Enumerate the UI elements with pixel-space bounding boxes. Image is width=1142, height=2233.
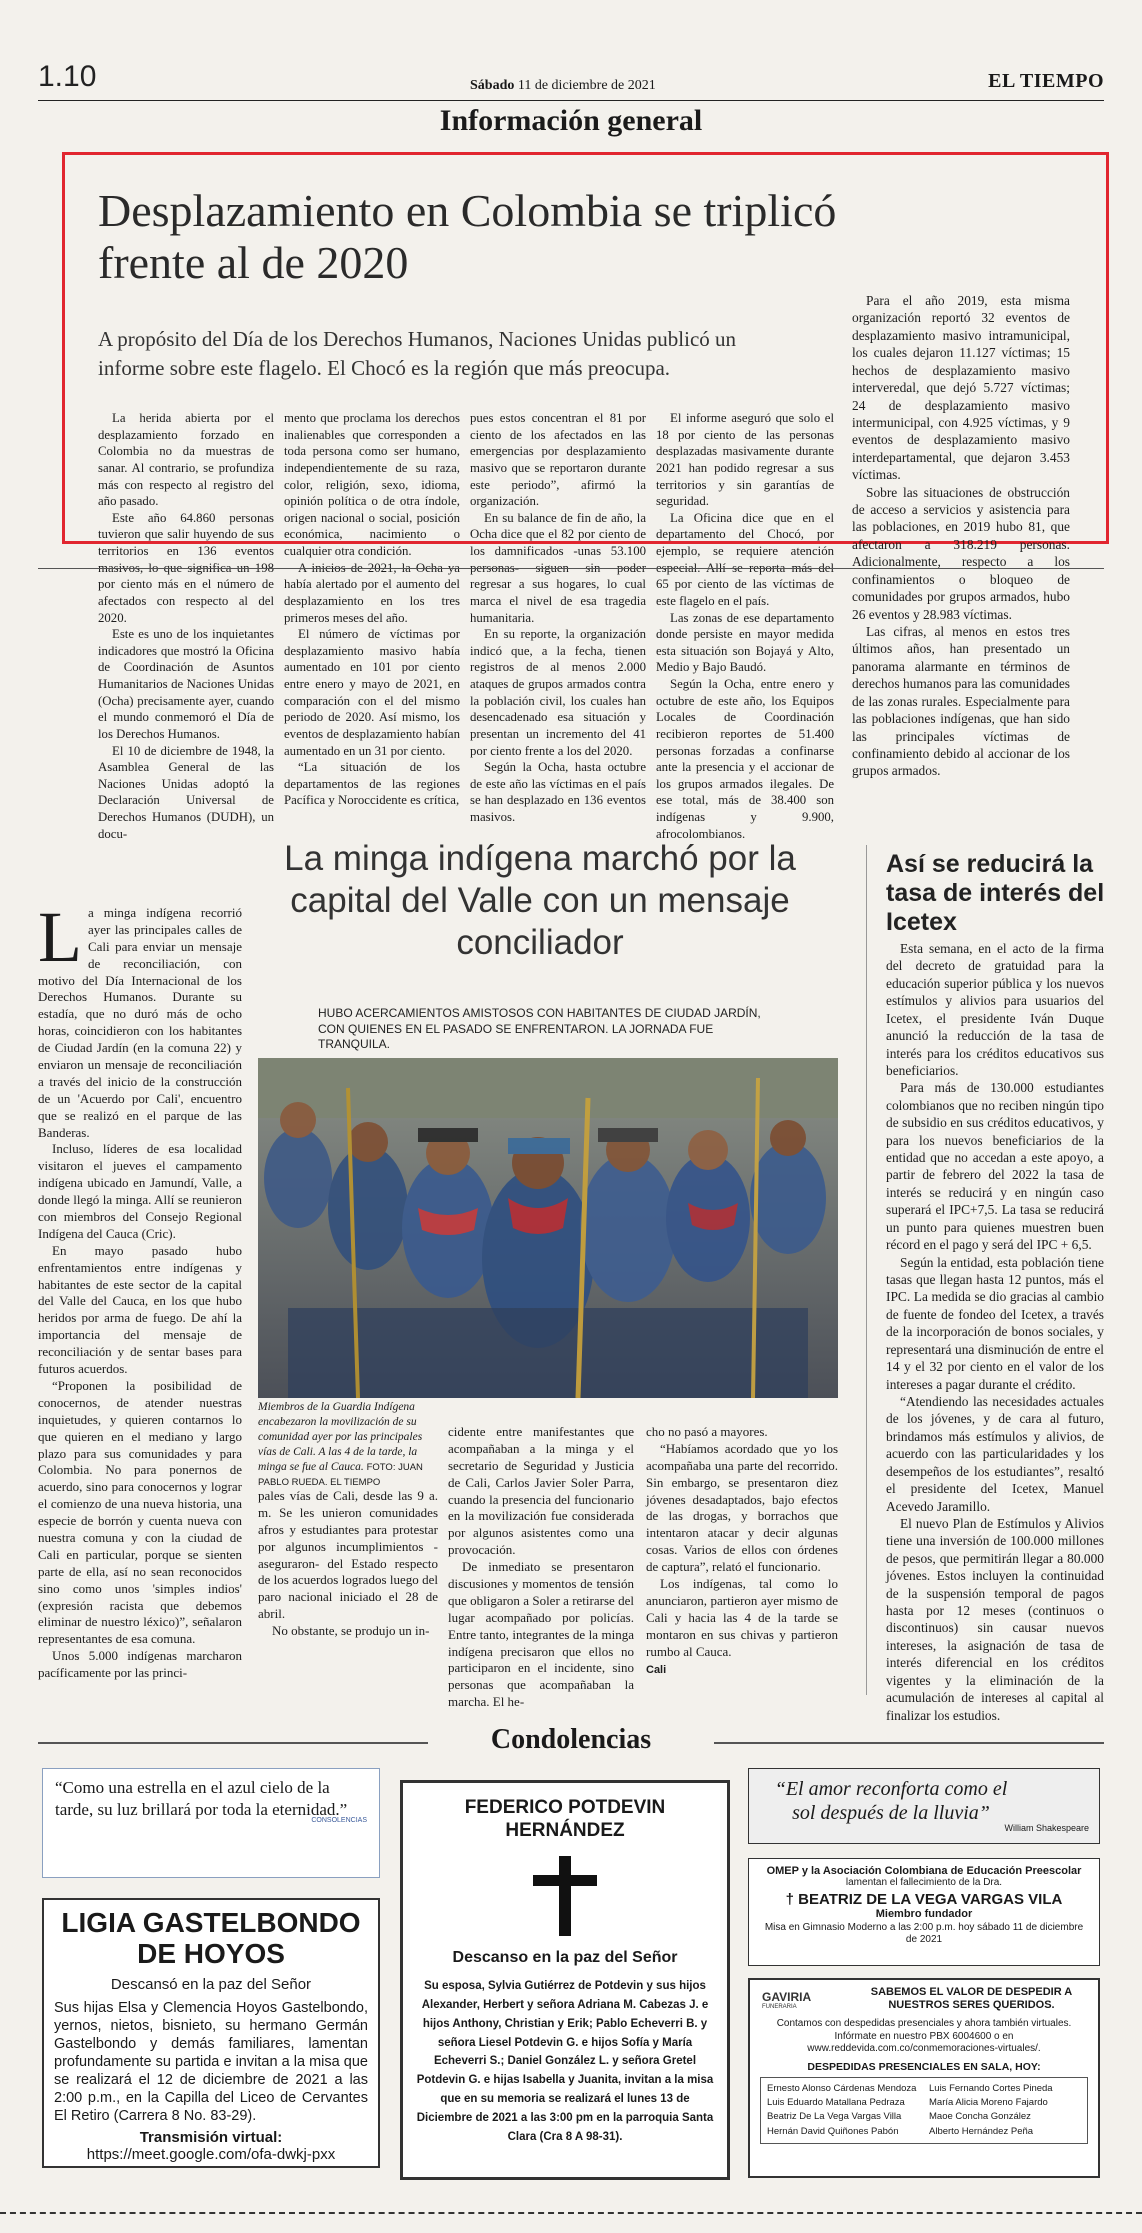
list-item: María Alicia Moreno Fajardo [929,2097,1048,2109]
notice-body: Sus hijas Elsa y Clemencia Hoyos Gastelbondo, yernos, nietos, bisnieto, su hermano Germán Gastelbondo y demás familiares, lamentan profundamente su partida e invitan a la misa que se realizará el 12 de diciembre de 2021 a las 2:00 p.m., en la Capilla del Liceo de Cervantes El Retiro (Carrera 8 No. 83-29). [54,1999,368,2125]
paragraph: “Atendiendo las necesidades actuales de los jóvenes, y de cara al futuro, brindamos más estímulos y alivios, de acuerdo con las particularidades y los desempeños de los estudiantes”, resaltó el presidente del Icetex, Manuel Acevedo Jaramillo. [886,1393,1104,1514]
ligia-notice [42,1898,380,2168]
paragraph: Esta semana, en el acto de la firma del decreto de gratuidad para la educación superior pública y los nuevos estímulos y alivios para usuarios del Icetex, el presidente Iván Duque anunció la reducción de la tasa de interés para los créditos educativos sus beneficiarios. [886,941,1104,1078]
date: 11 de diciembre de 2021 [517,78,656,93]
paragraph: En mayo pasado hubo enfrentamientos entre indígenas y habitantes de este sector de la capital del Valle del Cauca, en los que hubo heridos por arma de fuego. De ahí la importancia del mensaje de reconciliación y de sentar bases para futuros acuerdos. [38,1242,242,1377]
day: Sábado [470,78,515,93]
paragraph: Para más de 130.000 estudiantes colombianos que no reciben ningún tipo de subsidio en sus créditos educativos, y para los nuevos beneficiarios de la entidad que no accedan a este apoyo, a partir de febrero del 2022 la tasa de interés se reducirá y en ningún caso superará el IPC+7,5. La tasa se reducirá un punto para quienes muestren buen récord en el pago y será del IPC + 6,5. [886,1080,1104,1253]
masthead: EL TIEMPO [988,70,1104,92]
icetex-headline: Así se reducirá la tasa de interés del Icetex [886,850,1105,936]
quote-text: “Como una estrella en el azul cielo de la tarde, su luz brillará por toda la eternidad.” [55,1778,348,1820]
quote-sender: CONSOLENCIAS [311,1817,367,1824]
omep-lament: lamentan el fallecimiento de la Dra. [845,1877,1003,1888]
condolencias-title: Condolencias [490,1724,652,1755]
list-item: Hernán David Quiñones Pabón [767,2125,899,2137]
quote-author: William Shakespeare [1004,1823,1089,1833]
gaviria-notice [748,1978,1100,2178]
paragraph: Según la entidad, esta población tiene tasas que llegan hasta 12 puntos, más el IPC. La medida se dio gracias al cambio de fuente de fondeo del Icetex, a través de la incorporación de bonos sociales, y representará una disminución de entre el 14 y el 32 por ciento en el valor de los intereses a pagar durante el crédito. [886,1254,1104,1392]
list-item: Luis Eduardo Matallana Pedraza [767,2097,905,2109]
caption-text: Miembros de la Guardia Indígena encabezaron la movilización de su comunidad ayer por las principales vías de Cali. A las 4 de la tarde, la minga se fue al Cauca. [258,1401,423,1473]
paragraph: “Habíamos acordado que yo los acompañaba una parte del recorrido. Sin embargo, se presentaron diez jóvenes desadaptados, bajo efectos de las drogas, y borrachos que intentaron atacar y decir algunas cosas. Varios de ellos con órdenes de captura”, relató el funcionario. [646,1440,838,1575]
rest-line: Descanso en la paz del Señor [452,1948,678,1966]
paragraph: pues estos concentran el 81 por ciento de los afectados en las emergencias por desplazamiento masivo que se reportaron durante este periodo”, afirmó la organización. [470,411,646,509]
minga-photo [258,1058,838,1398]
paragraph: Unos 5.000 indígenas marcharon pacíficamente por las princi- [38,1648,242,1681]
names-right [929,2082,1081,2139]
logo-text: GAVIRIA [762,1990,812,2004]
paragraph: Según la Ocha, hasta octubre de este año las víctimas en el país se han desplazado en 136 eventos masivos. [470,760,646,824]
federico-notice [400,1780,730,2180]
header-rule [38,100,1104,101]
dateline [470,78,656,94]
column-divider [866,845,867,1695]
mass-info: Misa en Gimnasio Moderno a las 2:00 p.m. hoy sábado 11 de diciembre de 2021 [764,1922,1084,1945]
lead-column-4 [656,410,834,842]
stream-label: Transmisión virtual: [139,2129,283,2147]
quote-text: “El amor reconforta como el sol después de la lluvia” [774,1778,1008,1824]
names-table [760,2077,1088,2144]
list-item: Alberto Hernández Peña [929,2125,1034,2137]
paragraph: Según la Ocha, entre enero y octubre de este año, los Equipos Locales de Coordinación recibieron reportes de 51.400 personas forzadas a confinarse ante la presencia y el accionar de los grupos armados ilegales. De ese total, más de 38.400 son indígenas y 9.900, afrocolombianos. [656,677,834,841]
page-number: 1.10 [38,60,97,93]
gaviria-info[interactable]: Contamos con despedidas presenciales y ahora también virtuales. Infórmate en nuestro PBX 6004600 o en www.reddevida.com.co/conmemoraciones-virtuales/. [776,2018,1072,2055]
paragraph: Este año 64.860 personas tuvieron que salir huyendo de sus territorios en 136 eventos masivos, lo que significa un 198 por ciento más en el número de afectados con respecto al del 2020. [98,510,274,625]
paragraph: El nuevo Plan de Estímulos y Alivios tiene una inversión de 100.000 millones de pesos, que permitirán llegar a 80.000 jóvenes. Estos incluyen la continuidad de la suspensión temporal de pagos hasta por 12 meses (continuos o discontinuos) sin causar nuevos intereses, la asignación de tasa de interés diferencial en los créditos vigentes y la eliminación de la acumulación de intereses al capital al finalizar los estudios. [886,1515,1104,1723]
gaviria-headline: SABEMOS EL VALOR DE DESPEDIR A NUESTROS SERES QUERIDOS. [870,1986,1073,2012]
list-item: Beatriz De La Vega Vargas Villa [767,2111,902,2123]
rest-line: Descansó en la paz del Señor [110,1975,312,1993]
list-item: Luis Fernando Cortes Pineda [929,2082,1053,2094]
omep-header: OMEP y la Asociación Colombiana de Educación Preescolar [766,1865,1082,1877]
cut-line [0,2212,1142,2214]
section-divider [38,568,1104,569]
photo-credit: FOTO: JUAN PABLO RUEDA. EL TIEMPO [258,1461,423,1488]
paragraph: mento que proclama los derechos inalienables que corresponden a toda persona como ser humano, independientemente de su raza, color, religión, sexo, idioma, opinión política o de otra índole, origen nacional o social, posición económica, nacimiento o cualquier otra condición. [284,411,460,558]
paragraph: El número de víctimas por desplazamiento masivo había aumentado en 101 por ciento entre enero y mayo de 2021, en comparación con el del mismo periodo de 2020. Así mismo, los eventos de desplazamiento habían aumentado en un 31 por ciento. [284,627,460,758]
lead-headline: Desplazamiento en Colombia se triplicó frente al de 2020 [98,185,837,288]
minga-column-b [448,1424,634,1711]
paragraph: No obstante, se produjo un in- [272,1623,430,1639]
icetex-column [886,940,1104,1724]
paragraph: De inmediato se presentaron discusiones y momentos de tensión que obligaron a Soler a retirarse del lugar acompañado por policías. Entre tanto, integrantes de la minga indígena precisaron que ellos no participaron en el incidente, sino personas que acompañaban la marcha. El he- [448,1559,634,1710]
deceased-name: BEATRIZ DE LA VEGA VARGAS VILA [798,1891,1063,1908]
paragraph: Las zonas de ese departamento donde persiste en mayor medida esta situación son Bojayá y Alto, Medio y Bajo Baudó. [656,610,834,675]
dateline-city: Cali [646,1664,667,1677]
minga-subheading: HUBO ACERCAMIENTOS AMISTOSOS CON HABITANTES DE CIUDAD JARDÍN, CON QUIENES EN EL PASADO SE ENFRENTARON. LA JORNADA FUE TRANQUILA. [318,1006,761,1052]
paragraph: Para el año 2019, esta misma organización reportó 32 eventos de desplazamiento masivo intramunicipal, los cuales dejaron 11.127 víctimas; 15 hechos de desplazamiento masivo interveredal, que dejó 5.727 víctimas; 24 de desplazamiento masivo intermunicipal, con 4.925 víctimas, y 9 eventos de desplazamiento masivo interdepartamental, que dejaron 3.453 víctimas. [852,293,1070,483]
paragraph: Las cifras, al menos en estos tres últimos años, han presentado un panorama alarmante en términos de derechos humanos para las comunidades de las zonas rurales. Especialmente para las poblaciones indígenas, que han sido las principales víctimas de confinamiento debido al accionar de los grupos armados. [852,624,1070,779]
paragraph: Incluso, líderes de esa localidad visitaron el jueves el campamento indígena ubicado en Jamundí, Valle, a donde llegó la minga. Allí se reunieron con miembros del Consejo Regional Indígena del Cauca (Cric). [38,1141,242,1241]
lead-column-1 [98,410,274,842]
crowd-photo-illustration [258,1058,838,1398]
list-title: DESPEDIDAS PRESENCIALES EN SALA, HOY: [807,2060,1041,2073]
paragraph: En su balance de fin de año, la Ocha dice que el 82 por ciento de los damnificados -unas 53.100 personas- siguen sin poder regresar a sus hogares, lo cual marca el nivel de esa tragedia humanitaria. [470,510,646,625]
lead-lede: A propósito del Día de los Derechos Humanos, Naciones Unidas publicó un informe sobre este flagelo. El Chocó es la región que más preocupa. [98,327,737,380]
paragraph: En su reporte, la organización indicó que, a la fecha, tienen registros de al menos 2.000 ataques de grupos armados contra la población civil, los cuales han desencadenado esa situación y presentan un incremento del 41 por ciento frente a los del 2020. [470,627,646,758]
list-item: Ernesto Alonso Cárdenas Mendoza [767,2082,917,2094]
paragraph: cidente entre manifestantes que acompañaban a la minga y el secretario de Seguridad y Justicia de Cali, Carlos Javier Soler Parra, cuando la presencia del funcionario en la movilización fue considerada por algunos asistentes como una provocación. [448,1424,634,1558]
role: Miembro fundador [875,1908,973,1920]
minga-column-a [258,1488,438,1640]
deceased-name: FEDERICO POTDEVIN HERNÁNDEZ [464,1797,666,1841]
minga-column-c [646,1424,838,1676]
paragraph: cho no pasó a mayores. [646,1424,768,1439]
paragraph: Sobre las situaciones de obstrucción de acceso a servicios y asistencia para las poblaciones, en 2019 hubo 81, que afectaron a 318.219 personas. Adicionalmente, respecto a los confinamientos o bloqueo de comunidades por grupos armados, hubo 26 eventos y 28.983 víctimas. [852,484,1070,622]
paragraph: Los indígenas, tal como lo anunciaron, partieron ayer mismo de Cali y hacia las 4 de la tarde se montaron en sus chivas y partieron rumbo al Cauca. [646,1576,838,1659]
paragraph: El 10 de diciembre de 1948, la Asamblea General de las Naciones Unidas adoptó la Declaración Universal de Derechos Humanos (DUDH), un docu- [98,743,274,841]
paragraph: La Oficina dice que en el departamento del Chocó, por ejemplo, se requiere atención especial. Allí se reporta más del 65 por ciento de las víctimas de este flagelo en el país. [656,510,834,608]
lead-column-5 [852,292,1070,780]
list-item: Maoe Concha González [929,2111,1031,2123]
paragraph: Este es uno de los inquietantes indicadores que mostró la Oficina de Coordinación de Asuntos Humanitarios de Naciones Unidas (Ocha) precisamente ayer, cuando el mundo conmemoró el Día de los Derechos Humanos. [98,627,274,741]
cross-icon: † [785,1891,794,1908]
shakespeare-quote [748,1768,1100,1844]
quote-notice [42,1768,380,1878]
paragraph: “Proponen la posibilidad de conocernos, de atender nuestras inquietudes, y quieren contarnos lo que quieren en el mediano y largo plazo para sus comunidades y para Colombia. No para ponernos de acuerdo, sino para conocernos y lograr el comienzo de una nueva historia, una especie de borrón y cuenta nueva con nuestra comuna y con la ciudad de Cali en particular, porque se sienten parte de ella, así no sean reconocidos sino como unos 'simples indios' (expresión racista que debemos eliminar de nuestro léxico)”, señalaron representantes de esa comuna. [38,1377,242,1647]
drop-cap: L [38,897,82,977]
notice-body: Su esposa, Sylvia Gutiérrez de Potdevin y sus hijos Alexander, Herbert y señora Adriana M. Cabezas J. e hijos Anthony, Christian y Erik; Pablo Echeverri B. y señora Liesel Potdevin G. e hijos Sofía y María Echeverri S.; Daniel González L. y señora Gretel Potdevin G. e hijas Isabella y Juanita, invitan a la misa que en su memoria se realizará el lunes 13 de Diciembre de 2021 a las 3:00 pm en la parroquia Santa Clara (Cra 8 A 98-31). [416,1979,714,2144]
omep-notice [748,1858,1100,1966]
minga-left-column [38,897,242,1682]
gaviria-logo [762,1990,811,2010]
logo-subtext: FUNERARIA [762,2004,797,2010]
paragraph: pales vías de Cali, desde las 9 a. m. Se les unieron comunidades afros y estudiantes para protestar por algunos incumplimientos -aseguraron- del Estado respecto de los acuerdos logrados luego del paro nacional iniciado el 28 de abril. [258,1488,438,1622]
paragraph: a minga indígena recorrió ayer las principales calles de Cali para enviar un mensaje de reconciliación, con motivo del Día Internacional de los Derechos Humanos. Durante su estadía, que no duró más de ocho horas, coincidieron con los habitantes de Ciudad Jardín (en la comuna 22) y enviaron un mensaje de reconciliación a través del inicio de la construcción de un 'Acuerdo por Cali', encuentro que se realizó en el parque de las Banderas. [38,905,242,1140]
lead-column-2 [284,410,460,809]
photo-caption [258,1400,433,1490]
paragraph: El informe aseguró que solo el 18 por ciento de las personas desplazadas masivamente durante 2021 han podido regresar a sus territorios y sin garantías de seguridad. [656,411,834,509]
paragraph: “La situación de los departamentos de las regiones Pacífica y Noroccidente es crítica, [284,760,460,808]
stream-link[interactable]: https://meet.google.com/ofa-dwkj-pxx [86,2146,336,2164]
lead-column-3 [470,410,646,826]
minga-headline: La minga indígena marchó por la capital del Valle con un mensaje conciliador [284,839,796,962]
paragraph: La herida abierta por el desplazamiento forzado en Colombia no da muestras de sanar. Al contrario, se profundiza más con respecto al registro del año pasado. [98,411,274,509]
paragraph: A inicios de 2021, la Ocha ya había alertado por el aumento del desplazamiento en los tres primeros meses del año. [284,560,460,625]
deceased-name: LIGIA GASTELBONDO DE HOYOS [61,1907,361,1969]
names-left [767,2082,919,2139]
cross-icon [415,1851,715,1941]
section-title: Información general [439,104,703,137]
